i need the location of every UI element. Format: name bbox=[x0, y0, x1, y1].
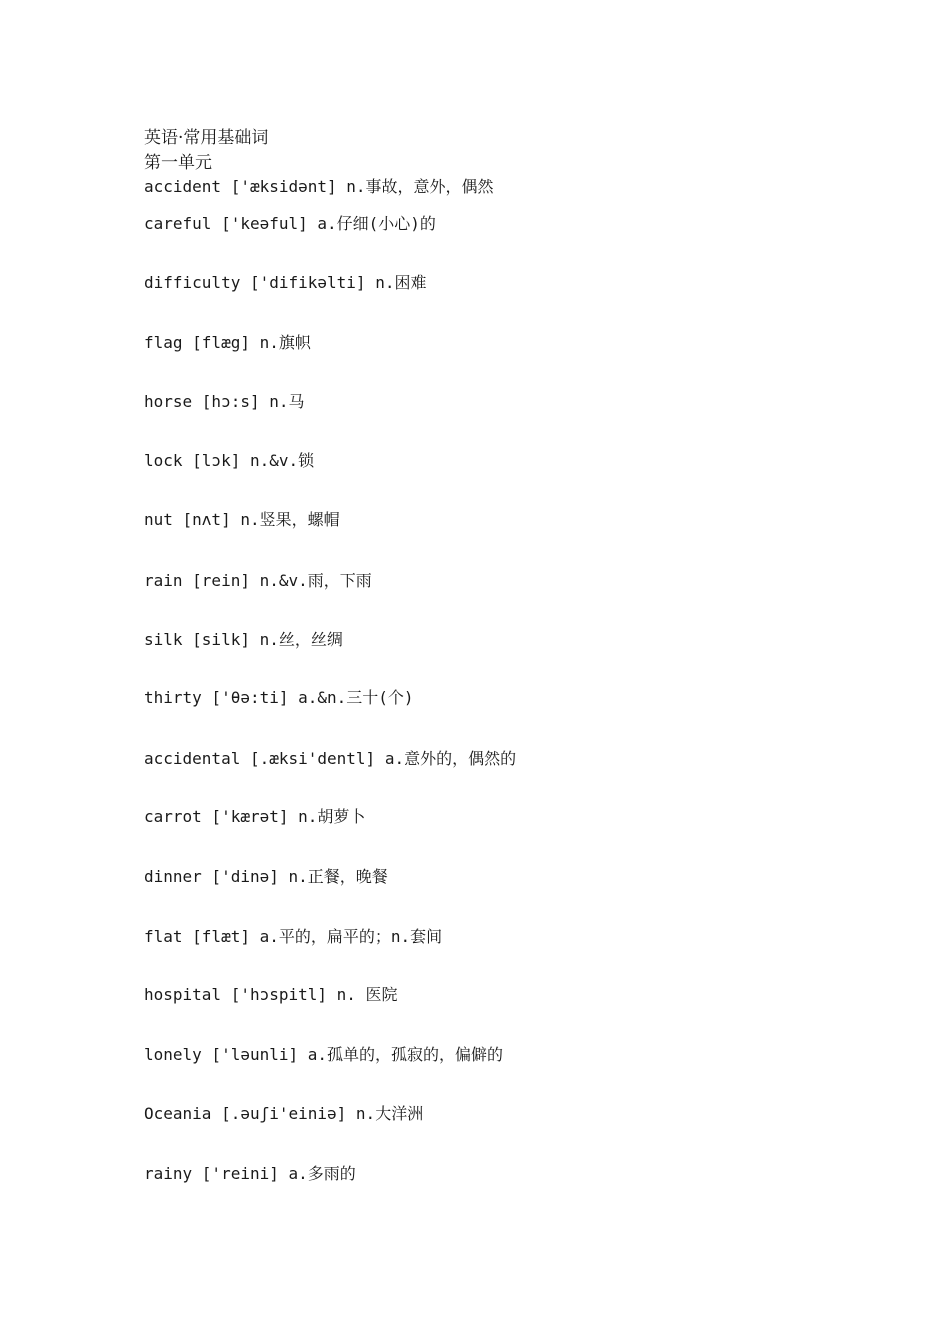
vocab-entry: hospital ['hɔspitl] n. 医院 bbox=[144, 985, 398, 1004]
vocab-entry: horse [hɔ:s] n.马 bbox=[144, 392, 305, 411]
vocab-entry: Oceania [.əuʃi'einiə] n.大洋洲 bbox=[144, 1104, 424, 1123]
vocab-entry: flat [flæt] a.平的，扁平的；n.套间 bbox=[144, 927, 443, 946]
document-title: 英语·常用基础词 bbox=[144, 128, 269, 148]
vocab-entry: nut [nʌt] n.竖果，螺帽 bbox=[144, 510, 340, 529]
vocab-entry: carrot ['kærət] n.胡萝卜 bbox=[144, 807, 366, 826]
vocab-entry: difficulty ['difikəlti] n.困难 bbox=[144, 273, 427, 292]
vocab-entry: flag [flæg] n.旗帜 bbox=[144, 333, 311, 352]
vocab-entry: accident ['æksidənt] n.事故，意外，偶然 bbox=[144, 177, 494, 196]
vocab-entry: rainy ['reini] a.多雨的 bbox=[144, 1164, 356, 1183]
vocab-entry: lock [lɔk] n.&v.锁 bbox=[144, 451, 315, 470]
vocab-entry: careful ['keəful] a.仔细(小心)的 bbox=[144, 214, 436, 233]
vocab-entry: dinner ['dinə] n.正餐，晚餐 bbox=[144, 867, 388, 886]
unit-heading: 第一单元 bbox=[144, 153, 212, 173]
vocab-entry: accidental [.æksi'dentl] a.意外的，偶然的 bbox=[144, 749, 517, 768]
vocab-entry: lonely ['ləunli] a.孤单的，孤寂的，偏僻的 bbox=[144, 1045, 504, 1064]
vocab-entry: rain [rein] n.&v.雨，下雨 bbox=[144, 571, 372, 590]
vocab-entry: thirty ['θə:ti] a.&n.三十(个) bbox=[144, 688, 414, 707]
vocab-entry: silk [silk] n.丝，丝绸 bbox=[144, 630, 343, 649]
